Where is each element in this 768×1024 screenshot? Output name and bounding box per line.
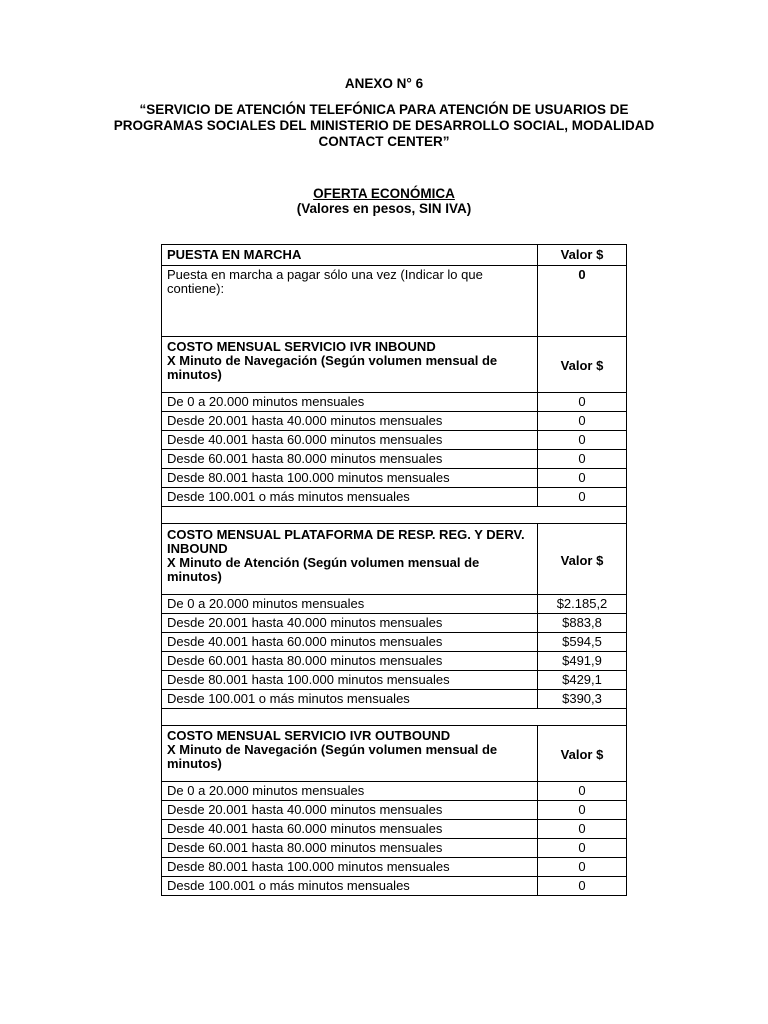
section-subtitle: X Minuto de Navegación (Según volumen mensual de minutos) — [167, 742, 498, 771]
table-row — [162, 820, 627, 839]
platform-inbound-header — [162, 524, 538, 595]
ivr-outbound-value-header: Valor $ — [538, 726, 627, 782]
table-row — [162, 633, 627, 652]
table-row — [162, 839, 627, 858]
table-row — [162, 671, 627, 690]
ivr-inbound-header-row — [162, 337, 627, 393]
range-cell: Desde 80.001 hasta 100.000 minutos mensuales — [162, 469, 538, 488]
offer-title: OFERTA ECONÓMICA — [313, 186, 455, 201]
value-cell: 0 — [538, 782, 627, 801]
table-row — [162, 488, 627, 507]
table-row — [162, 690, 627, 709]
range-cell: Desde 40.001 hasta 60.000 minutos mensuales — [162, 633, 538, 652]
table-row — [162, 469, 627, 488]
value-cell: 0 — [538, 820, 627, 839]
table-row — [162, 877, 627, 896]
ivr-inbound-header — [162, 337, 538, 393]
annex-title: ANEXO N° 6 — [344, 76, 424, 91]
range-cell: Desde 80.001 hasta 100.000 minutos mensuales — [162, 671, 538, 690]
value-cell: 0 — [538, 431, 627, 450]
range-cell: Desde 100.001 o más minutos mensuales — [162, 690, 538, 709]
spacer-row — [162, 709, 627, 726]
range-cell: De 0 a 20.000 minutos mensuales — [162, 393, 538, 412]
value-cell: 0 — [538, 488, 627, 507]
value-cell: $594,5 — [538, 633, 627, 652]
value-cell: 0 — [538, 450, 627, 469]
service-title — [100, 102, 668, 150]
service-title-line: PROGRAMAS SOCIALES DEL MINISTERIO DE DESARROLLO SOCIAL, MODALIDAD — [113, 118, 655, 133]
table-row — [162, 652, 627, 671]
ivr-inbound-value-header: Valor $ — [538, 337, 627, 393]
range-cell: Desde 100.001 o más minutos mensuales — [162, 877, 538, 896]
ivr-outbound-header-row — [162, 726, 627, 782]
table-row — [162, 431, 627, 450]
setup-value-header: Valor $ — [538, 245, 627, 266]
section-title: COSTO MENSUAL SERVICIO IVR INBOUND — [167, 339, 436, 354]
range-cell: Desde 100.001 o más minutos mensuales — [162, 488, 538, 507]
value-cell: 0 — [538, 469, 627, 488]
setup-row — [162, 266, 627, 337]
section-title: COSTO MENSUAL SERVICIO IVR OUTBOUND — [167, 728, 451, 743]
value-cell: $883,8 — [538, 614, 627, 633]
setup-header-row — [162, 245, 627, 266]
table-row — [162, 782, 627, 801]
ivr-outbound-header — [162, 726, 538, 782]
range-cell: Desde 20.001 hasta 40.000 minutos mensuales — [162, 412, 538, 431]
table-row — [162, 614, 627, 633]
value-cell: $2.185,2 — [538, 595, 627, 614]
range-cell: Desde 40.001 hasta 60.000 minutos mensuales — [162, 820, 538, 839]
range-cell: Desde 60.001 hasta 80.000 minutos mensuales — [162, 839, 538, 858]
table-row — [162, 450, 627, 469]
value-cell: 0 — [538, 858, 627, 877]
service-title-line: “SERVICIO DE ATENCIÓN TELEFÓNICA PARA ATENCIÓN DE USUARIOS DE — [139, 102, 629, 117]
range-cell: Desde 60.001 hasta 80.000 minutos mensuales — [162, 450, 538, 469]
range-cell: Desde 20.001 hasta 40.000 minutos mensuales — [162, 614, 538, 633]
table-row — [162, 412, 627, 431]
platform-inbound-value-header: Valor $ — [538, 524, 627, 595]
range-cell: Desde 40.001 hasta 60.000 minutos mensuales — [162, 431, 538, 450]
section-subtitle: X Minuto de Atención (Según volumen mensual de minutos) — [167, 555, 480, 584]
range-cell: Desde 20.001 hasta 40.000 minutos mensuales — [162, 801, 538, 820]
spacer-row — [162, 507, 627, 524]
table-row — [162, 858, 627, 877]
table-row — [162, 595, 627, 614]
service-title-line: CONTACT CENTER” — [318, 134, 450, 149]
table-row — [162, 393, 627, 412]
value-cell: 0 — [538, 877, 627, 896]
range-cell: Desde 80.001 hasta 100.000 minutos mensuales — [162, 858, 538, 877]
range-cell: Desde 60.001 hasta 80.000 minutos mensuales — [162, 652, 538, 671]
economic-offer-table — [161, 244, 627, 896]
value-cell: $390,3 — [538, 690, 627, 709]
setup-description: Puesta en marcha a pagar sólo una vez (Indicar lo que contiene): — [162, 266, 538, 337]
table-row — [162, 801, 627, 820]
value-cell: 0 — [538, 839, 627, 858]
offer-subtitle: (Valores en pesos, SIN IVA) — [296, 201, 472, 216]
value-cell: 0 — [538, 412, 627, 431]
platform-inbound-header-row — [162, 524, 627, 595]
section-title: COSTO MENSUAL PLATAFORMA DE RESP. REG. Y DERV. INBOUND — [167, 527, 525, 556]
setup-value: 0 — [538, 266, 627, 337]
range-cell: De 0 a 20.000 minutos mensuales — [162, 595, 538, 614]
range-cell: De 0 a 20.000 minutos mensuales — [162, 782, 538, 801]
value-cell: 0 — [538, 393, 627, 412]
value-cell: 0 — [538, 801, 627, 820]
value-cell: $429,1 — [538, 671, 627, 690]
setup-header: PUESTA EN MARCHA — [162, 245, 538, 266]
section-subtitle: X Minuto de Navegación (Según volumen mensual de minutos) — [167, 353, 498, 382]
value-cell: $491,9 — [538, 652, 627, 671]
